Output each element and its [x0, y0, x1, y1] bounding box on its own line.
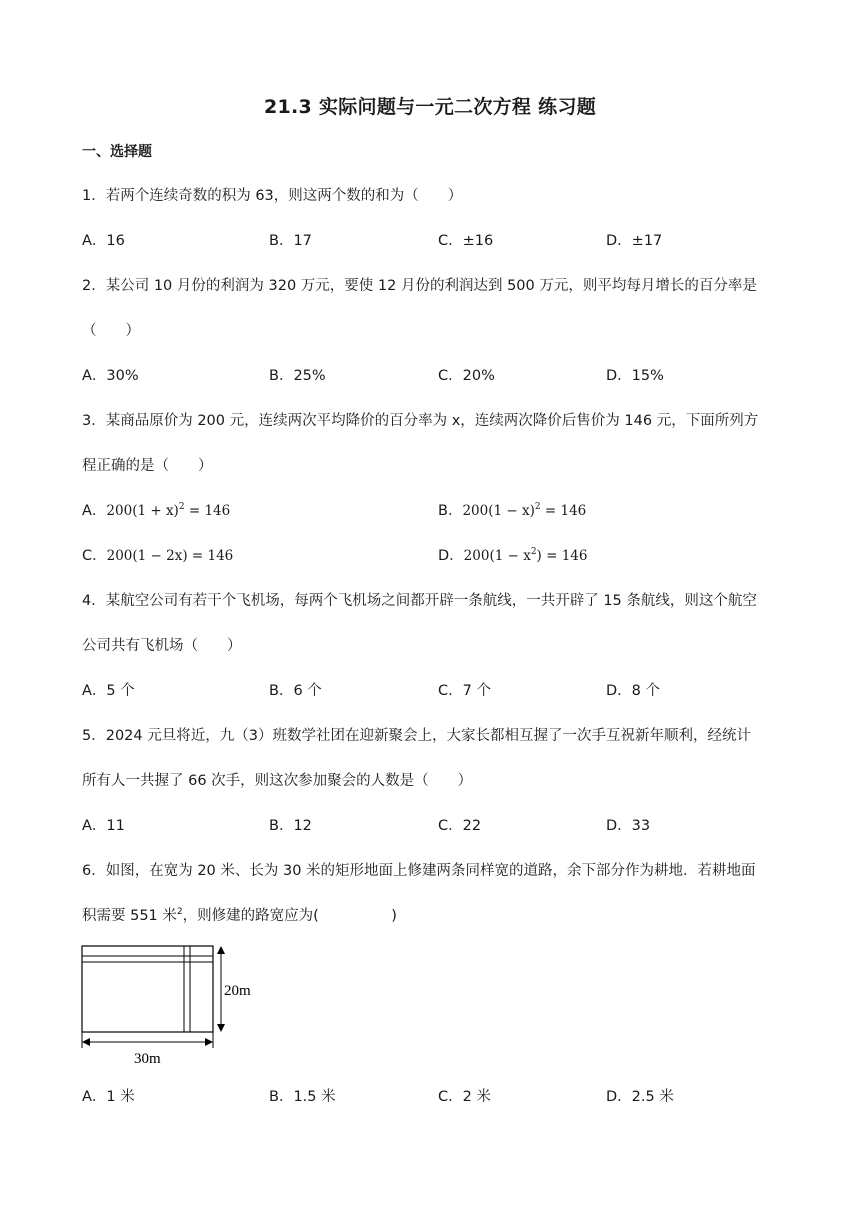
question-3-option-c	[82, 546, 233, 566]
exponent: 2	[534, 502, 541, 512]
option-label: B．	[438, 503, 463, 519]
exponent: 2	[176, 907, 183, 917]
exponent: 2	[530, 547, 537, 557]
question-3-option-a	[82, 501, 230, 521]
equation	[464, 548, 588, 564]
question-6-option-a: A．1 米	[82, 1089, 135, 1105]
question-1-option-b: B．17	[269, 233, 312, 249]
question-6-option-d: D．2.5 米	[606, 1089, 674, 1105]
option-label: C．	[82, 548, 107, 564]
question-1-option-a: A．16	[82, 233, 125, 249]
question-2-option-d: D．15%	[606, 368, 664, 384]
question-6-option-b: B．1.5 米	[269, 1089, 336, 1105]
option-label: A．	[82, 503, 107, 519]
question-1-stem: 1．若两个连续奇数的积为 63，则这两个数的和为（ ）	[82, 188, 463, 204]
field-outline	[82, 946, 213, 1032]
road-field-diagram	[78, 938, 278, 1070]
equation: 200(1 − 2x) = 146	[106, 548, 234, 564]
question-3-option-b	[438, 501, 586, 521]
question-6-option-c: C．2 米	[438, 1089, 491, 1105]
equation-main: 200(1 + x)	[106, 503, 179, 519]
equation-tail: = 146	[184, 503, 231, 519]
question-2-option-a: A．30%	[82, 368, 139, 384]
stem-text: 积需要 551 米	[82, 908, 177, 924]
question-3-stem-line-1: 3．某商品原价为 200 元，连续两次平均降价的百分率为 x，连续两次降价后售价为 146 元，下面所列方	[82, 413, 759, 429]
width-label: 30m	[134, 1051, 161, 1067]
question-5-option-d: D．33	[606, 818, 651, 834]
question-4-option-b: B．6 个	[269, 683, 322, 699]
question-4-option-a: A．5 个	[82, 683, 135, 699]
equation-main: 200(1 − x	[463, 548, 531, 564]
equation	[462, 503, 586, 519]
question-4-option-c: C．7 个	[438, 683, 491, 699]
question-2-option-c: C．20%	[438, 368, 495, 384]
question-3-stem-line-2: 程正确的是（ ）	[82, 458, 213, 474]
question-6-stem-line-2	[82, 906, 397, 926]
question-2-option-b: B．25%	[269, 368, 326, 384]
equation-tail: ) = 146	[536, 548, 588, 564]
question-5-stem-line-1: 5．2024 元旦将近，九（3）班数学社团在迎新聚会上，大家长都相互握了一次手互祝新年顺利，经统计	[82, 728, 751, 744]
option-label: D．	[438, 548, 464, 564]
height-label: 20m	[224, 983, 251, 999]
question-2-stem-line-1: 2．某公司 10 月份的利润为 320 万元，要使 12 月份的利润达到 500 万元，则平均每月增长的百分率是	[82, 278, 757, 294]
question-3-option-d	[438, 546, 587, 566]
question-6-stem-line-1: 6．如图，在宽为 20 米、长为 30 米的矩形地面上修建两条同样宽的道路，余下部分作为耕地．若耕地面	[82, 863, 756, 879]
page-title: 21.3 实际问题与一元二次方程 练习题	[263, 96, 597, 118]
equation	[106, 503, 230, 519]
question-5-option-b: B．12	[269, 818, 312, 834]
question-5-option-c: C．22	[438, 818, 482, 834]
question-4-stem-line-1: 4．某航空公司有若干个飞机场，每两个飞机场之间都开辟一条航线，一共开辟了 15 条航线，则这个航空	[82, 593, 757, 609]
question-2-stem-line-2: （ ）	[82, 323, 140, 339]
question-5-option-a: A．11	[82, 818, 125, 834]
question-4-stem-line-2: 公司共有飞机场（ ）	[82, 638, 242, 654]
equation-tail: = 146	[540, 503, 587, 519]
exponent: 2	[178, 502, 185, 512]
question-4-option-d: D．8 个	[606, 683, 660, 699]
stem-text: ，则修建的路宽应为( )	[182, 908, 397, 924]
equation-main: 200(1 − x)	[462, 503, 535, 519]
question-5-stem-line-2: 所有人一共握了 66 次手，则这次参加聚会的人数是（ ）	[82, 773, 473, 789]
section-heading: 一、选择题	[82, 144, 152, 160]
question-1-option-c: C．±16	[438, 233, 494, 249]
question-1-option-d: D．±17	[606, 233, 663, 249]
